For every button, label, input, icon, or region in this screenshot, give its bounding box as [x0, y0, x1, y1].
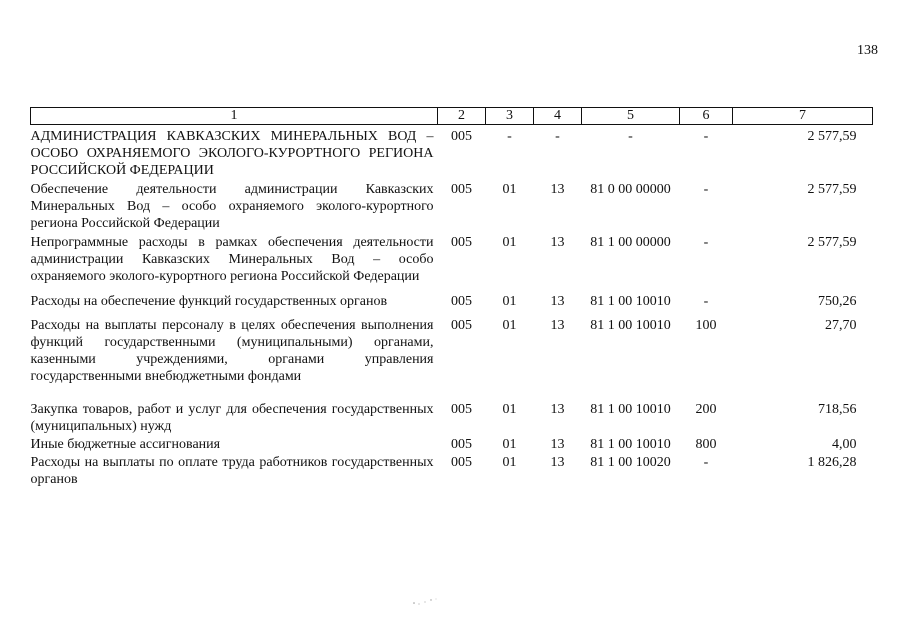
row-ved: 005: [451, 402, 472, 417]
row-csr: 81 1 00 10010: [590, 318, 671, 333]
row-ved: 005: [451, 129, 472, 144]
row-rz: 01: [502, 455, 517, 470]
column-header: 3: [486, 108, 534, 125]
row-pr: 13: [550, 455, 565, 470]
row-rz: 01: [502, 235, 517, 250]
row-ved: 005: [451, 455, 472, 470]
row-vr: -: [703, 182, 709, 197]
row-csr: 81 1 00 00000: [590, 235, 671, 250]
column-header: 2: [438, 108, 486, 125]
row-name: Иные бюджетные ассигнования: [30, 437, 221, 452]
row-pr: 13: [550, 294, 565, 309]
row-name: Обеспечение деятельности администрации Кавказских Минеральных Вод – особо охраняемого эколого-курортного региона Российской Федерации: [30, 182, 434, 231]
row-ved: 005: [451, 318, 472, 333]
table-row: [31, 436, 873, 454]
row-sum: 2 577,59: [807, 129, 857, 144]
row-vr: -: [703, 455, 709, 470]
row-vr: -: [703, 294, 709, 309]
table-header-row: [31, 108, 873, 125]
row-pr: 13: [550, 318, 565, 333]
row-name: Непрограммные расходы в рамках обеспечения деятельности администрации Кавказских Минеральных Вод – особо охраняемого эколого-курортного региона Российской Федерации: [30, 235, 434, 284]
scan-speck-mark: [410, 596, 440, 606]
table-row: [31, 401, 873, 436]
row-sum: 1 826,28: [807, 455, 857, 470]
row-name: Расходы на обеспечение функций государственных органов: [30, 294, 388, 309]
column-header: 6: [680, 108, 733, 125]
row-pr: 13: [550, 402, 565, 417]
row-spacer: [31, 391, 873, 401]
row-ved: 005: [451, 235, 472, 250]
row-pr: -: [555, 129, 560, 144]
row-vr: 800: [695, 437, 717, 452]
row-pr: 13: [550, 182, 565, 197]
page-number: 138: [857, 43, 878, 58]
table-row: [31, 234, 873, 287]
row-name: Расходы на выплаты по оплате труда работников государственных органов: [30, 455, 434, 487]
row-ved: 005: [451, 182, 472, 197]
row-pr: 13: [550, 437, 565, 452]
row-ved: 005: [451, 294, 472, 309]
row-rz: 01: [502, 294, 517, 309]
row-vr: -: [703, 129, 709, 144]
row-csr: 81 1 00 10010: [590, 402, 671, 417]
row-sum: 27,70: [825, 318, 857, 333]
table-row: [31, 181, 873, 234]
column-header: 7: [733, 108, 873, 125]
row-csr: 81 0 00 00000: [590, 182, 671, 197]
budget-table: [30, 107, 873, 488]
row-pr: 13: [550, 235, 565, 250]
column-header: 4: [534, 108, 582, 125]
table-row: [31, 125, 873, 182]
row-sum: 718,56: [818, 402, 857, 417]
column-header: 1: [31, 108, 438, 125]
row-csr: 81 1 00 10010: [590, 294, 671, 309]
row-name: Расходы на выплаты персоналу в целях обеспечения выполнения функций государственными (муниципальными) органами, казенными учреждениями, органами управления государственными внебюджетными фондами: [30, 318, 434, 384]
row-csr: 81 1 00 10010: [590, 437, 671, 452]
row-sum: 750,26: [818, 294, 857, 309]
row-name: Закупка товаров, работ и услуг для обеспечения государственных (муниципальных) нужд: [30, 402, 434, 434]
row-sum: 2 577,59: [807, 182, 857, 197]
row-vr: 200: [695, 402, 717, 417]
row-csr: 81 1 00 10020: [590, 455, 671, 470]
row-vr: 100: [695, 318, 717, 333]
row-name: АДМИНИСТРАЦИЯ КАВКАЗСКИХ МИНЕРАЛЬНЫХ ВОД – ОСОБО ОХРАНЯЕМОГО ЭКОЛОГО-КУРОРТНОГО РЕГИОНА РОССИЙСКОЙ ФЕДЕРАЦИИ: [30, 129, 434, 178]
row-rz: 01: [502, 318, 517, 333]
row-sum: 4,00: [832, 437, 857, 452]
table-row: [31, 287, 873, 317]
column-header: 5: [582, 108, 680, 125]
row-rz: -: [507, 129, 512, 144]
row-vr: -: [703, 235, 709, 250]
row-ved: 005: [451, 437, 472, 452]
row-sum: 2 577,59: [807, 235, 857, 250]
row-rz: 01: [502, 402, 517, 417]
row-rz: 01: [502, 437, 517, 452]
table-row: [31, 454, 873, 488]
row-rz: 01: [502, 182, 517, 197]
row-csr: -: [628, 129, 633, 144]
table-row: [31, 317, 873, 391]
